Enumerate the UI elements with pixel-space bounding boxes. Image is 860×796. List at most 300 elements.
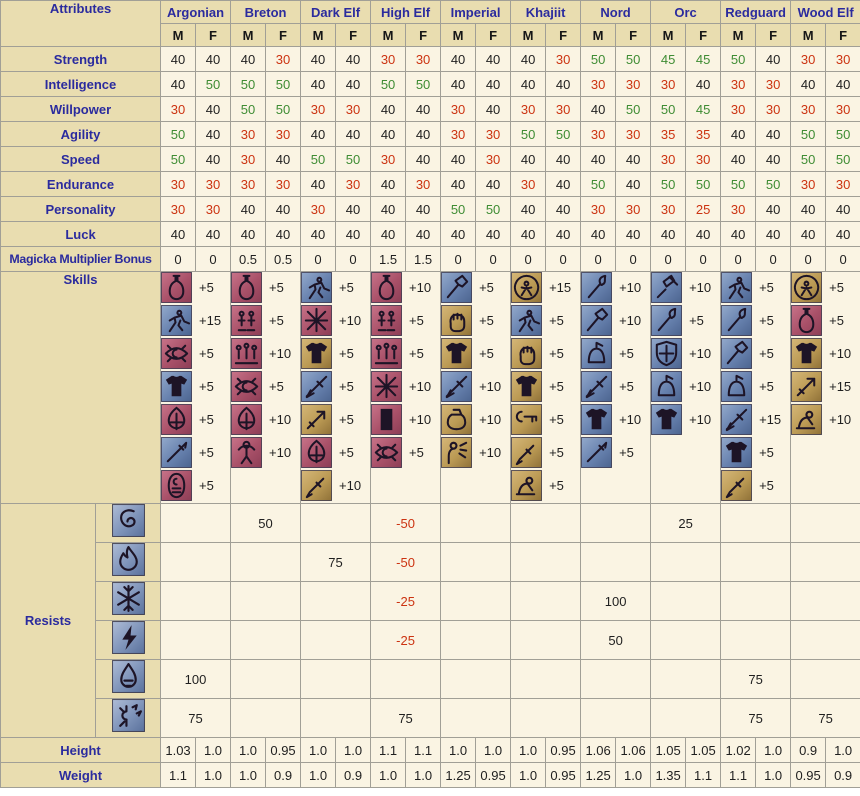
stat-cell: 0: [721, 247, 756, 272]
skill-bonus: +5: [269, 313, 284, 328]
light-armor-icon-image: [441, 338, 472, 369]
stat-cell: 40: [756, 147, 791, 172]
medium-armor-icon[interactable]: [651, 404, 682, 435]
blunt-weapon-icon[interactable]: [581, 305, 612, 336]
skill-item: [161, 305, 230, 336]
stat-cell: 30: [371, 147, 406, 172]
weight-label[interactable]: Weight: [1, 763, 161, 788]
skill-item: [791, 272, 860, 303]
skill-bonus: +5: [199, 445, 214, 460]
skill-bonus: +5: [549, 412, 564, 427]
security-icon[interactable]: [511, 404, 542, 435]
attribute-label-endurance[interactable]: Endurance: [1, 172, 161, 197]
stat-cell: 45: [686, 97, 721, 122]
attributes-header[interactable]: Attributes: [1, 1, 161, 47]
skill-bonus: +10: [689, 280, 712, 295]
resist-cell: [511, 582, 581, 621]
stat-cell: 40: [161, 222, 196, 247]
resist-cell: [161, 504, 231, 543]
skill-item: [301, 470, 370, 501]
blunt-weapon-icon[interactable]: [721, 338, 752, 369]
mysticism-icon[interactable]: [231, 404, 262, 435]
stat-cell: 0.5: [266, 247, 301, 272]
stat-cell: 40: [336, 122, 371, 147]
skill-bonus: +5: [759, 445, 774, 460]
stat-cell: 40: [686, 222, 721, 247]
medium-armor-icon[interactable]: [581, 404, 612, 435]
skill-bonus: +10: [829, 412, 852, 427]
skill-bonus: +5: [549, 313, 564, 328]
attribute-label-personality[interactable]: Personality: [1, 197, 161, 222]
resist-cell: [231, 582, 301, 621]
stat-cell: 30: [616, 122, 651, 147]
stat-cell: 50: [476, 197, 511, 222]
light-armor-icon[interactable]: [441, 338, 472, 369]
measure-cell: 1.05: [651, 738, 686, 763]
attribute-label-strength[interactable]: Strength: [1, 47, 161, 72]
skill-bonus: +10: [689, 379, 712, 394]
resist-cell: 75: [721, 660, 791, 699]
race-header-high-elf[interactable]: High Elf: [371, 1, 441, 24]
alteration-icon[interactable]: [371, 305, 402, 336]
stat-cell: 40: [476, 172, 511, 197]
conjuration-icon[interactable]: [231, 338, 262, 369]
alchemy-icon[interactable]: [371, 272, 402, 303]
speechcraft-icon-image: [441, 437, 472, 468]
resist-cell: [441, 504, 511, 543]
stat-cell: 40: [336, 197, 371, 222]
long-blade-icon[interactable]: [301, 371, 332, 402]
stat-cell: 40: [546, 172, 581, 197]
stat-cell: 40: [266, 147, 301, 172]
stat-cell: 30: [371, 47, 406, 72]
skills-label[interactable]: Skills: [1, 272, 161, 504]
sneak-icon[interactable]: [511, 470, 542, 501]
stat-cell: 40: [266, 197, 301, 222]
resist-cell: [301, 582, 371, 621]
stat-cell: 30: [651, 147, 686, 172]
race-header-dark-elf[interactable]: Dark Elf: [301, 1, 371, 24]
skill-bonus: +5: [199, 379, 214, 394]
stat-cell: 0: [546, 247, 581, 272]
short-blade-icon[interactable]: [511, 437, 542, 468]
skill-item: [231, 338, 300, 369]
resist-cell: [581, 660, 651, 699]
alchemy-icon[interactable]: [231, 272, 262, 303]
skill-bonus: +15: [759, 412, 782, 427]
stat-cell: 40: [616, 172, 651, 197]
resist-cell: 75: [161, 699, 231, 738]
stat-cell: 40: [441, 47, 476, 72]
athletics-icon-image: [161, 305, 192, 336]
alteration-icon[interactable]: [231, 305, 262, 336]
table-row-resist: [1, 660, 860, 699]
stat-cell: 40: [371, 172, 406, 197]
alchemy-icon-image: [791, 305, 822, 336]
resist-magicka-cell: [96, 504, 161, 543]
stat-cell: 0: [301, 247, 336, 272]
skill-bonus: +5: [689, 313, 704, 328]
medium-armor-icon[interactable]: [161, 371, 192, 402]
skill-bonus: +10: [269, 445, 292, 460]
skill-bonus: +5: [199, 478, 214, 493]
resist-common-disease-icon[interactable]: [112, 699, 145, 732]
spear-icon[interactable]: [581, 437, 612, 468]
header-row-races: [1, 1, 860, 24]
stat-cell: 40: [161, 47, 196, 72]
mysticism-icon-image: [161, 404, 192, 435]
stat-cell: 30: [616, 72, 651, 97]
stat-cell: 40: [301, 47, 336, 72]
stat-cell: 40: [826, 197, 860, 222]
skill-item: [301, 305, 370, 336]
sex-header: F: [686, 24, 721, 47]
stat-cell: 0.5: [231, 247, 266, 272]
stat-cell: 50: [616, 47, 651, 72]
skill-item: [581, 338, 650, 369]
stat-cell: 30: [721, 97, 756, 122]
skill-bonus: +5: [269, 280, 284, 295]
resist-cell: 75: [721, 699, 791, 738]
skill-item: [511, 305, 580, 336]
stat-cell: 30: [791, 47, 826, 72]
race-header-orc[interactable]: Orc: [651, 1, 721, 24]
stat-cell: 40: [616, 222, 651, 247]
skills-cell-argonian: [161, 272, 231, 504]
sex-header: M: [651, 24, 686, 47]
heavy-armor-icon[interactable]: [581, 338, 612, 369]
measure-cell: 0.9: [266, 763, 301, 788]
skill-bonus: +5: [549, 478, 564, 493]
acrobatics-icon[interactable]: [791, 272, 822, 303]
light-armor-icon[interactable]: [511, 371, 542, 402]
long-blade-icon[interactable]: [581, 371, 612, 402]
skill-item: [231, 404, 300, 435]
armorer-icon[interactable]: [651, 272, 682, 303]
medium-armor-icon-image: [651, 404, 682, 435]
height-label[interactable]: Height: [1, 738, 161, 763]
skills-cell-wood-elf: [791, 272, 860, 504]
measure-cell: 1.02: [721, 738, 756, 763]
skill-item: [161, 404, 230, 435]
stat-cell: 40: [546, 197, 581, 222]
athletics-icon-image: [511, 305, 542, 336]
light-armor-icon-image: [791, 338, 822, 369]
alchemy-icon[interactable]: [161, 272, 192, 303]
blunt-weapon-icon[interactable]: [441, 272, 472, 303]
resist-common-disease-cell: [96, 699, 161, 738]
resist-cell: 25: [651, 504, 721, 543]
resist-shock-icon[interactable]: [112, 621, 145, 654]
stat-cell: 50: [196, 72, 231, 97]
table-row: [1, 147, 860, 172]
skill-item: [441, 371, 510, 402]
attribute-label-willpower[interactable]: Willpower: [1, 97, 161, 122]
skill-item: [651, 305, 720, 336]
stat-cell: 30: [826, 172, 860, 197]
race-header-breton[interactable]: Breton: [231, 1, 301, 24]
resist-cell: [441, 699, 511, 738]
resist-cell: [721, 582, 791, 621]
axe-icon[interactable]: [651, 305, 682, 336]
sex-header: F: [756, 24, 791, 47]
resist-cell: [161, 621, 231, 660]
athletics-icon[interactable]: [301, 272, 332, 303]
mysticism-icon[interactable]: [161, 404, 192, 435]
hand-to-hand-icon[interactable]: [441, 305, 472, 336]
stat-cell: 50: [231, 72, 266, 97]
table-row-skills: [1, 272, 860, 504]
acrobatics-icon[interactable]: [511, 272, 542, 303]
conjuration-icon[interactable]: [371, 338, 402, 369]
stat-cell: 50: [721, 47, 756, 72]
resist-cell: 50: [231, 504, 301, 543]
stat-cell: 40: [406, 97, 441, 122]
table-row-resist: [1, 621, 860, 660]
alchemy-icon[interactable]: [791, 305, 822, 336]
stat-cell: 40: [301, 122, 336, 147]
measure-cell: 1.1: [406, 738, 441, 763]
stat-cell: 40: [476, 72, 511, 97]
stat-cell: 30: [266, 47, 301, 72]
resist-cell: [651, 582, 721, 621]
hand-to-hand-icon[interactable]: [511, 338, 542, 369]
sneak-icon-image: [791, 404, 822, 435]
illusion-icon[interactable]: [231, 371, 262, 402]
skill-bonus: +5: [199, 346, 214, 361]
skill-item: [581, 437, 650, 468]
stat-cell: 0: [756, 247, 791, 272]
stat-cell: 40: [441, 172, 476, 197]
stat-cell: 30: [476, 147, 511, 172]
hand-to-hand-icon-image: [511, 338, 542, 369]
hand-to-hand-icon-image: [441, 305, 472, 336]
resist-cell: [511, 621, 581, 660]
stat-cell: 0: [791, 247, 826, 272]
stat-cell: 50: [546, 122, 581, 147]
blunt-weapon-icon-image: [441, 272, 472, 303]
resist-cell: [581, 699, 651, 738]
stat-cell: 50: [231, 97, 266, 122]
stat-cell: 0: [651, 247, 686, 272]
short-blade-icon-image: [511, 437, 542, 468]
table-row-resist: [1, 582, 860, 621]
resist-cell: [511, 543, 581, 582]
restoration-icon[interactable]: [231, 437, 262, 468]
attribute-label-magicka-multiplier-bonus[interactable]: Magicka Multiplier Bonus: [1, 247, 161, 272]
resist-frost-icon[interactable]: [112, 582, 145, 615]
destruction-icon[interactable]: [371, 371, 402, 402]
race-header-redguard[interactable]: Redguard: [721, 1, 791, 24]
resist-cell: 100: [161, 660, 231, 699]
measure-cell: 1.0: [231, 738, 266, 763]
table-row: [1, 72, 860, 97]
medium-armor-icon[interactable]: [721, 437, 752, 468]
axe-icon[interactable]: [721, 305, 752, 336]
stat-cell: 40: [441, 72, 476, 97]
stat-cell: 40: [511, 197, 546, 222]
resist-cell: 75: [371, 699, 441, 738]
skill-bonus: +5: [759, 313, 774, 328]
skill-item: [441, 437, 510, 468]
skill-bonus: +5: [829, 280, 844, 295]
athletics-icon[interactable]: [161, 305, 192, 336]
axe-icon[interactable]: [581, 272, 612, 303]
stat-cell: 40: [406, 147, 441, 172]
measure-cell: 1.1: [371, 738, 406, 763]
resist-fire-icon-image: [112, 543, 145, 576]
marksman-icon[interactable]: [301, 404, 332, 435]
skill-item: [301, 371, 370, 402]
resists-label[interactable]: Resists: [1, 504, 96, 738]
athletics-icon[interactable]: [721, 272, 752, 303]
stat-cell: 50: [511, 122, 546, 147]
race-header-khajiit[interactable]: Khajiit: [511, 1, 581, 24]
resist-cell: 75: [301, 543, 371, 582]
resist-cell: 50: [581, 621, 651, 660]
attribute-label-intelligence[interactable]: Intelligence: [1, 72, 161, 97]
short-blade-icon[interactable]: [721, 470, 752, 501]
long-blade-icon[interactable]: [721, 404, 752, 435]
sex-header: M: [441, 24, 476, 47]
spear-icon[interactable]: [161, 437, 192, 468]
skill-item: [231, 371, 300, 402]
skill-item: [511, 437, 580, 468]
measure-cell: 1.0: [616, 763, 651, 788]
stat-cell: 30: [546, 97, 581, 122]
race-header-nord[interactable]: Nord: [581, 1, 651, 24]
athletics-icon[interactable]: [511, 305, 542, 336]
athletics-icon-image: [721, 272, 752, 303]
illusion-icon[interactable]: [161, 338, 192, 369]
illusion-icon-image: [371, 437, 402, 468]
restoration-icon-image: [231, 437, 262, 468]
table-row-resist: [1, 504, 860, 543]
race-header-imperial[interactable]: Imperial: [441, 1, 511, 24]
heavy-armor-icon[interactable]: [721, 371, 752, 402]
skill-item: [511, 371, 580, 402]
stat-cell: 30: [266, 172, 301, 197]
resist-cell: [721, 543, 791, 582]
resist-magicka-icon[interactable]: [112, 504, 145, 537]
resist-cell: [791, 582, 860, 621]
illusion-icon-image: [161, 338, 192, 369]
speechcraft-icon[interactable]: [441, 437, 472, 468]
alchemy-icon-image: [161, 272, 192, 303]
destruction-icon-image: [301, 305, 332, 336]
stat-cell: 50: [791, 147, 826, 172]
stat-cell: 40: [336, 222, 371, 247]
skill-item: [651, 338, 720, 369]
skill-item: [231, 437, 300, 468]
skill-bonus: +5: [619, 379, 634, 394]
mercantile-icon[interactable]: [441, 404, 472, 435]
stat-cell: 50: [581, 47, 616, 72]
resist-poison-icon[interactable]: [112, 660, 145, 693]
destruction-icon[interactable]: [301, 305, 332, 336]
stat-cell: 40: [511, 72, 546, 97]
mysticism-icon[interactable]: [301, 437, 332, 468]
resist-cell: [231, 660, 301, 699]
stat-cell: 30: [581, 197, 616, 222]
skill-item: [721, 404, 790, 435]
resist-cell: [441, 621, 511, 660]
marksman-icon-image: [791, 371, 822, 402]
short-blade-icon[interactable]: [301, 470, 332, 501]
skill-item: [441, 338, 510, 369]
enchant-icon[interactable]: [371, 404, 402, 435]
stat-cell: 30: [336, 172, 371, 197]
table-head: [1, 1, 860, 47]
stat-cell: 50: [651, 172, 686, 197]
sex-header: M: [791, 24, 826, 47]
measure-cell: 1.25: [581, 763, 616, 788]
skill-item: [721, 470, 790, 501]
measure-cell: 0.95: [546, 763, 581, 788]
light-armor-icon-image: [511, 371, 542, 402]
skills-cell-orc: [651, 272, 721, 504]
attribute-label-agility[interactable]: Agility: [1, 122, 161, 147]
skill-bonus: +5: [339, 379, 354, 394]
skill-bonus: +10: [619, 313, 642, 328]
stat-cell: 40: [371, 197, 406, 222]
skill-bonus: +5: [339, 280, 354, 295]
skill-item: [301, 338, 370, 369]
medium-armor-icon-image: [721, 437, 752, 468]
attribute-label-luck[interactable]: Luck: [1, 222, 161, 247]
resist-cell: 100: [581, 582, 651, 621]
illusion-icon[interactable]: [371, 437, 402, 468]
sneak-icon[interactable]: [791, 404, 822, 435]
stat-cell: 25: [686, 197, 721, 222]
resist-cell: [721, 621, 791, 660]
skill-bonus: +15: [549, 280, 572, 295]
heavy-armor-icon[interactable]: [651, 371, 682, 402]
long-blade-icon[interactable]: [441, 371, 472, 402]
skill-bonus: +15: [829, 379, 852, 394]
skill-item: [791, 371, 860, 402]
skill-item: [441, 272, 510, 303]
measure-cell: 1.25: [441, 763, 476, 788]
stat-cell: 30: [581, 72, 616, 97]
unarmored-icon[interactable]: [161, 470, 192, 501]
light-armor-icon[interactable]: [791, 338, 822, 369]
stat-cell: 30: [161, 197, 196, 222]
stat-cell: 30: [756, 97, 791, 122]
light-armor-icon[interactable]: [301, 338, 332, 369]
attribute-label-speed[interactable]: Speed: [1, 147, 161, 172]
race-header-wood-elf[interactable]: Wood Elf: [791, 1, 860, 24]
light-armor-icon-image: [301, 338, 332, 369]
sneak-icon-image: [511, 470, 542, 501]
stat-cell: 40: [406, 122, 441, 147]
resist-cell: [441, 660, 511, 699]
measure-cell: 0.9: [791, 738, 826, 763]
resist-cell: [651, 699, 721, 738]
resist-fire-icon[interactable]: [112, 543, 145, 576]
skill-item: [511, 338, 580, 369]
marksman-icon[interactable]: [791, 371, 822, 402]
skill-bonus: +10: [339, 478, 362, 493]
stat-cell: 40: [546, 147, 581, 172]
race-header-argonian[interactable]: Argonian: [161, 1, 231, 24]
resist-cell: [511, 504, 581, 543]
skill-bonus: +5: [199, 412, 214, 427]
block-icon[interactable]: [651, 338, 682, 369]
axe-icon-image: [651, 305, 682, 336]
resist-cell: [301, 621, 371, 660]
stat-cell: 45: [651, 47, 686, 72]
